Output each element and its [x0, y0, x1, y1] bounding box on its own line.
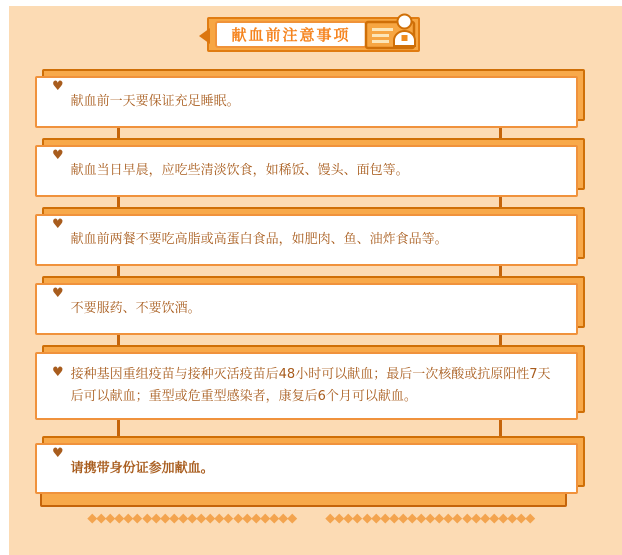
diamond-icon — [270, 514, 279, 523]
id-card-person-icon — [364, 12, 418, 54]
diamond-icon — [453, 514, 462, 523]
diamond-icon — [251, 514, 260, 523]
diamond-icon — [362, 514, 371, 523]
diamond-icon — [151, 514, 160, 523]
page-title-box — [215, 21, 367, 48]
diamond-icon — [133, 514, 142, 523]
diamond-divider-left — [89, 515, 298, 522]
diamond-icon — [179, 514, 188, 523]
diamond-icon — [371, 514, 380, 523]
left-arrow-icon — [199, 28, 210, 44]
diamond-icon — [389, 514, 398, 523]
diamond-icon — [499, 514, 508, 523]
note-text: 献血前两餐不要吃高脂或高蛋白食品，如肥肉、鱼、油炸食品等。 — [70, 232, 448, 247]
diamond-icon — [426, 514, 435, 523]
diamond-divider-right — [327, 515, 536, 522]
diamond-icon — [233, 514, 242, 523]
note-text: 献血前一天要保证充足睡眠。 — [70, 94, 240, 109]
diamond-icon — [142, 514, 151, 523]
note-text: 请携带身份证参加献血。 — [70, 460, 214, 476]
diamond-icon — [260, 514, 269, 523]
diamond-icon — [508, 514, 517, 523]
note-text: 献血当日早晨，应吃些清淡饮食，如稀饭、馒头、面包等。 — [70, 163, 409, 178]
diamond-icon — [169, 514, 178, 523]
diamond-icon — [471, 514, 480, 523]
diamond-icon — [242, 514, 251, 523]
diamond-icon — [462, 514, 471, 523]
diamond-icon — [408, 514, 417, 523]
note-text: 接种基因重组疫苗与接种灭活疫苗后48小时可以献血；最后一次核酸或抗原阳性7天后可以献血；重型或危重型感染者，康复后6个月可以献血。 — [70, 367, 551, 404]
heart-bullet-icon: ♥ — [52, 286, 64, 301]
heart-bullet-icon: ♥ — [52, 365, 64, 380]
diamond-icon — [489, 514, 498, 523]
diamond-icon — [380, 514, 389, 523]
diamond-icon — [97, 514, 106, 523]
diamond-icon — [326, 514, 335, 523]
diamond-icon — [197, 514, 206, 523]
note-box-diet — [35, 214, 578, 266]
diamond-icon — [160, 514, 169, 523]
heart-bullet-icon: ♥ — [52, 148, 64, 163]
diamond-icon — [417, 514, 426, 523]
note-box-no-medicine-alcohol — [35, 283, 578, 335]
diamond-icon — [353, 514, 362, 523]
diamond-icon — [279, 514, 288, 523]
diamond-icon — [399, 514, 408, 523]
footer-decoration — [0, 515, 622, 522]
diamond-icon — [288, 514, 297, 523]
diamond-icon — [517, 514, 526, 523]
note-text: 不要服药、不要饮酒。 — [70, 301, 201, 316]
diamond-icon — [224, 514, 233, 523]
heart-bullet-icon: ♥ — [52, 217, 64, 232]
note-box-id-card — [35, 443, 578, 494]
diamond-icon — [188, 514, 197, 523]
diamond-icon — [480, 514, 489, 523]
diamond-icon — [106, 514, 115, 523]
heart-bullet-icon: ♥ — [52, 79, 64, 94]
note-box-vaccine-covid — [35, 352, 578, 420]
page-title: 献血前注意事项 — [231, 26, 351, 44]
note-box-breakfast — [35, 145, 578, 197]
heart-bullet-icon: ♥ — [52, 446, 64, 461]
diamond-icon — [526, 514, 535, 523]
note-box-sleep — [35, 76, 578, 128]
title-banner — [207, 17, 420, 52]
diamond-icon — [88, 514, 97, 523]
